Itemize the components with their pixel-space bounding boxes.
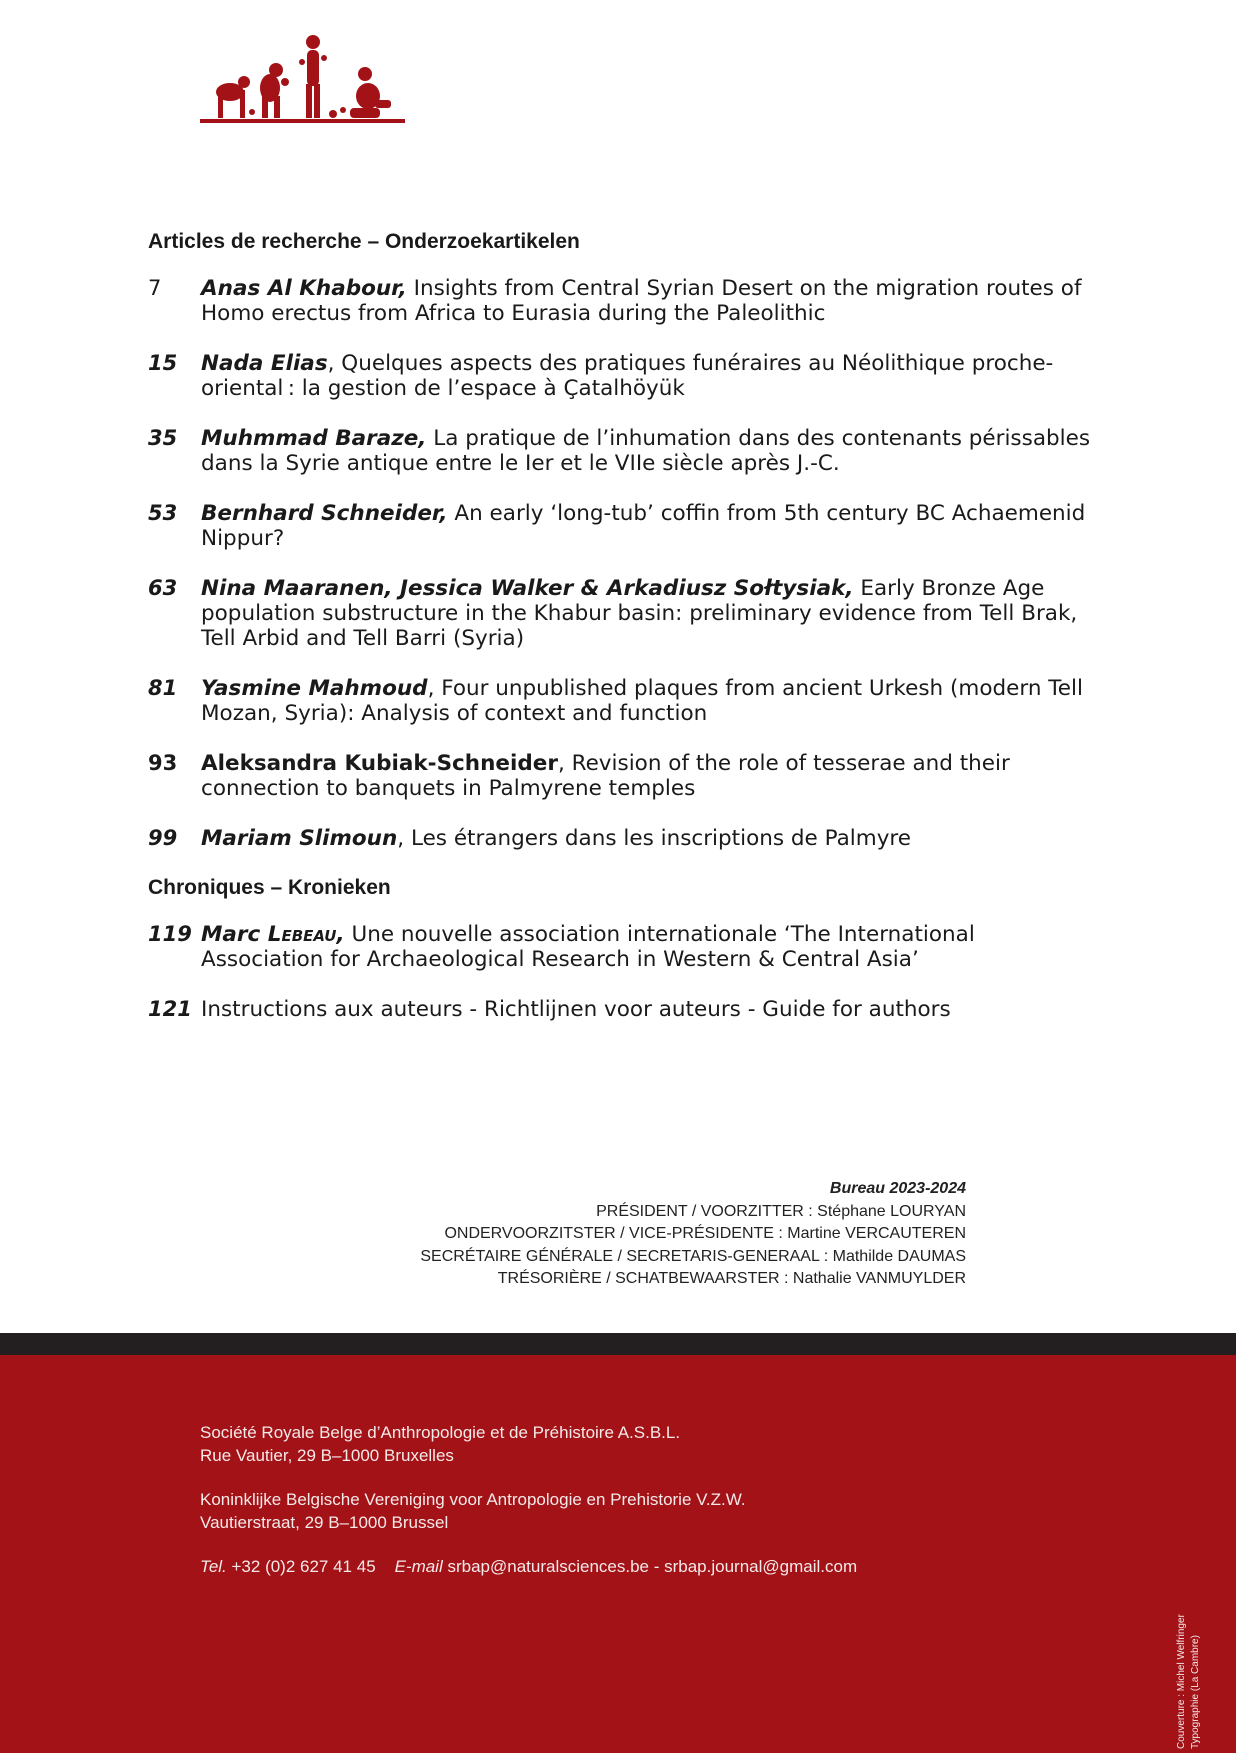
author-comma: , xyxy=(336,922,345,947)
toc-entry xyxy=(148,922,1098,972)
page-number: 93 xyxy=(148,751,178,775)
toc-entry xyxy=(148,501,1098,551)
entry-title: , Les étrangers dans les inscriptions de Palmyre xyxy=(397,826,912,851)
entry-title: Une nouvelle association internationale ‘The International Association for Archaeological Research in Western & Central Asia’ xyxy=(201,922,975,972)
bureau-line: TRÉSORIÈRE / SCHATBEWAARSTER : Nathalie VANMUYLDER xyxy=(497,1270,966,1287)
toc-entry xyxy=(148,997,1098,1022)
page-number: 121 xyxy=(148,997,192,1021)
entry-author xyxy=(201,922,345,947)
page-number: 15 xyxy=(148,351,178,375)
entry-author: Bernhard Schneider, xyxy=(201,501,448,526)
entry-title: An early ‘long-tub’ coffin from 5th century BC Achaemenid Nippur? xyxy=(201,501,1086,551)
credits xyxy=(1175,1589,1201,1749)
credit-cover: Couverture : Michel Welfringer xyxy=(1176,1614,1187,1749)
toc-entry xyxy=(148,576,1098,651)
toc-entry xyxy=(148,676,1098,726)
page-number: 119 xyxy=(148,922,192,946)
address-nl-line2: Vautierstraat, 29 B–1000 Brussel xyxy=(200,1513,449,1532)
toc-entry xyxy=(148,751,1098,801)
tel-label: Tel. xyxy=(200,1557,227,1576)
bureau-line: PRÉSIDENT / VOORZITTER : Stéphane LOURYAN xyxy=(596,1202,966,1220)
address-fr xyxy=(200,1421,857,1467)
entry-author: Yasmine Mahmoud xyxy=(201,676,428,701)
credit-typography: Typographie (La Cambre) xyxy=(1190,1635,1201,1749)
entry-text xyxy=(201,997,951,1022)
entry-text xyxy=(201,751,1098,801)
toc-entry xyxy=(148,276,1098,326)
toc-entry xyxy=(148,351,1098,401)
logo xyxy=(200,30,408,128)
section-title-articles: Articles de recherche – Onderzoekartikelen xyxy=(148,230,580,253)
entry-author: Mariam Slimoun xyxy=(201,826,398,851)
entry-text xyxy=(201,351,1098,401)
entry-title: Insights from Central Syrian Desert on the migration routes of Homo erectus from Africa to Eurasia during the Paleolithic xyxy=(201,276,1082,326)
address-block xyxy=(200,1421,857,1599)
page-number: 53 xyxy=(148,501,178,525)
bureau-line: ONDERVOORZITSTER / VICE-PRÉSIDENTE : Martine VERCAUTEREN xyxy=(444,1225,966,1242)
entry-author: Muhmmad Baraze, xyxy=(201,426,427,451)
entry-title: , Quelques aspects des pratiques funéraires au Néolithique proche-oriental : la gestion de l’espace à Çatalhöyük xyxy=(201,351,1054,401)
email-label: E-mail xyxy=(394,1557,443,1576)
toc-entry xyxy=(148,826,1098,851)
address-nl-line1: Koninklijke Belgische Vereniging voor Antropologie en Prehistorie V.Z.W. xyxy=(200,1490,746,1509)
entry-title: , Four unpublished plaques from ancient Urkesh (modern Tell Mozan, Syria): Analysis of context and function xyxy=(201,676,1083,726)
table-of-contents xyxy=(148,228,1098,1047)
page-number: 7 xyxy=(148,276,162,300)
page-number: 63 xyxy=(148,576,178,600)
address-fr-line2: Rue Vautier, 29 B–1000 Bruxelles xyxy=(200,1446,454,1465)
entry-title: La pratique de l’inhumation dans des contenants périssables dans la Syrie antique entre le Ier et le VIIe siècle après J.-C. xyxy=(201,426,1091,476)
entry-title: Early Bronze Age population substructure in the Khabur basin: preliminary evidence from Tell Brak, Tell Arbid and Tell Barri (Syria) xyxy=(201,576,1078,651)
page-number: 81 xyxy=(148,676,178,700)
entry-author: Nada Elias xyxy=(201,351,328,376)
contact-line xyxy=(200,1555,857,1578)
bureau-title: Bureau 2023-2024 xyxy=(829,1180,966,1197)
divider-bar xyxy=(0,1333,1236,1355)
entry-text xyxy=(201,501,1098,551)
bureau-block xyxy=(420,1178,966,1291)
human-evolution-figures-logo xyxy=(200,35,405,123)
entry-text xyxy=(201,676,1098,726)
entry-author: Aleksandra Kubiak-Schneider xyxy=(201,751,558,776)
address-fr-line1: Société Royale Belge d’Anthropologie et de Préhistoire A.S.B.L. xyxy=(200,1423,681,1442)
entry-author: Anas Al Khabour, xyxy=(201,276,407,301)
page-number: 99 xyxy=(148,826,178,850)
email-address[interactable]: srbap@naturalsciences.be - srbap.journal@gmail.com xyxy=(442,1557,858,1576)
author-first-name: Marc xyxy=(201,922,268,947)
footer xyxy=(0,1355,1236,1753)
entry-text xyxy=(201,826,911,851)
bureau-line: SECRÉTAIRE GÉNÉRALE / SECRETARIS-GENERAAL : Mathilde DAUMAS xyxy=(420,1247,966,1265)
toc-entry xyxy=(148,426,1098,476)
entry-title: Instructions aux auteurs - Richtlijnen voor auteurs - Guide for authors xyxy=(201,997,951,1022)
tel-number: +32 (0)2 627 41 45 xyxy=(226,1557,376,1576)
section-title-chronicles: Chroniques – Kronieken xyxy=(148,876,391,899)
author-last-name: Lebeau xyxy=(267,922,337,947)
entry-text xyxy=(201,426,1098,476)
entry-text xyxy=(201,276,1098,326)
address-nl xyxy=(200,1488,857,1534)
entry-text xyxy=(201,922,1098,972)
entry-author: Nina Maaranen, Jessica Walker & Arkadiusz Sołtysiak, xyxy=(201,576,854,601)
page-number: 35 xyxy=(148,426,178,450)
entry-title: , Revision of the role of tesserae and their connection to banquets in Palmyrene temples xyxy=(201,751,1010,801)
entry-text xyxy=(201,576,1098,651)
